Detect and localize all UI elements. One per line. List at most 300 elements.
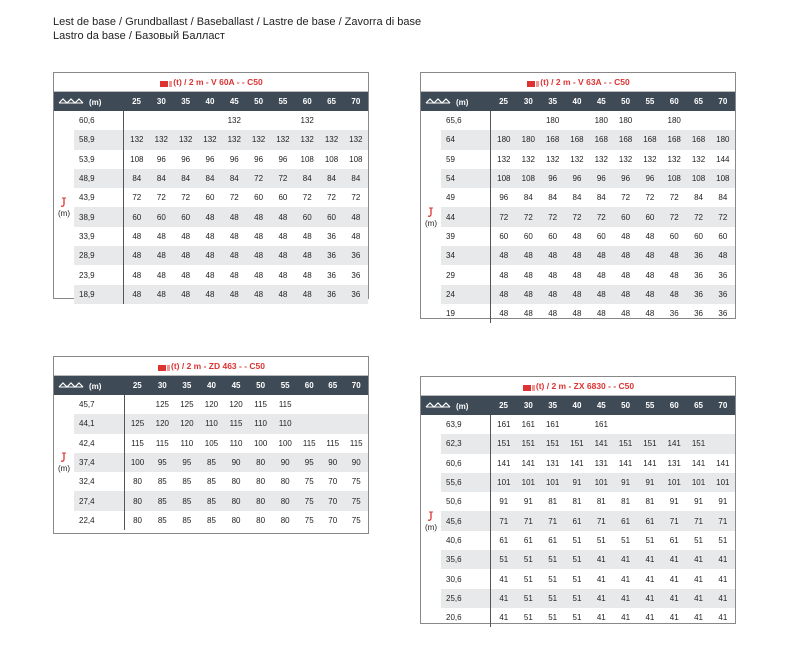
column-header: 70 xyxy=(344,92,368,111)
column-header: 60 xyxy=(662,92,686,111)
table-cell: 51 xyxy=(516,550,540,569)
jib-length-header xyxy=(54,376,125,395)
table-cell: 80 xyxy=(231,515,241,525)
table-cell: 81 xyxy=(572,497,582,507)
table-cell: 60 xyxy=(149,207,173,226)
table-cell: 132 xyxy=(667,154,681,164)
table-cell: 36 xyxy=(711,285,735,304)
table-cell: 84 xyxy=(572,193,582,203)
table-cell: 36 xyxy=(344,285,368,304)
table-cell: 91 xyxy=(638,473,662,492)
table-cell: 132 xyxy=(691,154,706,164)
table-cell: 96 xyxy=(254,154,264,164)
table-cell: 61 xyxy=(499,535,509,545)
jib-unit-label: (m) xyxy=(456,97,469,107)
table-cell: 90 xyxy=(344,453,368,472)
table-row xyxy=(421,227,735,246)
table-cell: 151 xyxy=(686,434,710,453)
table-cell: 96 xyxy=(278,154,288,164)
table-cell: 80 xyxy=(280,477,290,487)
table-cell: 84 xyxy=(295,169,319,188)
table-cell: 180 xyxy=(618,116,633,126)
table-cell xyxy=(711,415,735,434)
table-cell: 41 xyxy=(589,550,613,569)
height-unit-label: (m) xyxy=(58,208,70,218)
table-cell: 84 xyxy=(319,169,343,188)
table-cell: 48 xyxy=(645,231,655,241)
load-chart-table xyxy=(421,396,735,627)
table-cell: 48 xyxy=(124,246,149,265)
table-cell: 48 xyxy=(669,270,679,280)
table-cell: 71 xyxy=(686,511,710,530)
table-cell: 80 xyxy=(231,477,241,487)
table-cell: 48 xyxy=(295,246,319,265)
table-cell: 51 xyxy=(565,589,589,608)
jib-icon xyxy=(425,97,453,105)
table-cell: 108 xyxy=(711,169,735,188)
table-cell: 110 xyxy=(180,438,194,448)
table-cell: 48 xyxy=(516,246,540,265)
header-line-2: Lastro da base / Базовый Балласт xyxy=(53,30,225,42)
table-cell: 180 xyxy=(667,116,681,126)
table-row xyxy=(54,169,368,188)
column-header: 65 xyxy=(319,92,343,111)
table-cell: 80 xyxy=(133,515,142,525)
table-cell: 96 xyxy=(205,154,215,164)
row-label: 45,7 xyxy=(74,395,125,414)
table-cell: 151 xyxy=(491,434,516,453)
table-cell: 36 xyxy=(319,285,343,304)
table-cell: 51 xyxy=(596,535,606,545)
table-cell xyxy=(662,415,686,434)
table-cell: 60 xyxy=(718,231,728,241)
table-row xyxy=(421,285,735,304)
hook-height-icon xyxy=(426,207,436,219)
jib-icon xyxy=(58,381,86,389)
row-label: 20,6 xyxy=(441,608,491,627)
table-cell: 71 xyxy=(662,511,686,530)
table-cell: 85 xyxy=(182,477,192,487)
table-cell: 48 xyxy=(589,246,613,265)
load-chart-table xyxy=(54,92,368,304)
table-cell: 48 xyxy=(344,207,368,226)
table-cell: 48 xyxy=(132,270,142,280)
table-cell: 51 xyxy=(718,535,728,545)
table-cell xyxy=(344,111,368,130)
row-label: 45,6 xyxy=(441,511,491,530)
column-header: 55 xyxy=(638,92,662,111)
table-cell: 48 xyxy=(205,270,215,280)
table-cell: 60 xyxy=(694,231,703,241)
table-row xyxy=(421,608,735,627)
table-cell xyxy=(271,111,295,130)
table-cell: 48 xyxy=(278,231,288,241)
table-cell: 84 xyxy=(548,193,558,203)
row-label: 60,6 xyxy=(74,111,124,130)
table-cell: 48 xyxy=(548,270,558,280)
column-header: 50 xyxy=(246,92,270,111)
table-row xyxy=(421,188,735,207)
table-cell: 141 xyxy=(497,458,511,468)
column-header: 50 xyxy=(613,92,637,111)
table-cell: 48 xyxy=(198,246,222,265)
table-cell: 48 xyxy=(205,231,215,241)
table-cell: 132 xyxy=(319,130,343,149)
table-cell: 48 xyxy=(254,231,264,241)
table-cell: 84 xyxy=(124,169,149,188)
table-cell: 85 xyxy=(199,453,224,472)
table-cell: 36 xyxy=(694,270,703,280)
table-cell: 141 xyxy=(662,434,686,453)
table-cell: 36 xyxy=(669,309,679,319)
table-cell: 108 xyxy=(516,169,540,188)
table-cell: 101 xyxy=(540,473,564,492)
table-cell: 48 xyxy=(572,231,582,241)
height-axis xyxy=(54,111,74,304)
row-label: 32,4 xyxy=(74,472,125,491)
table-cell: 84 xyxy=(523,193,533,203)
table-cell: 51 xyxy=(572,535,582,545)
table-cell: 41 xyxy=(711,550,735,569)
table-cell: 36 xyxy=(344,246,368,265)
jib-unit-label: (m) xyxy=(456,401,469,411)
row-label: 54 xyxy=(441,169,491,188)
row-label: 44,1 xyxy=(74,414,125,433)
row-label: 29 xyxy=(441,265,491,284)
table-row xyxy=(421,207,735,226)
row-label: 58,9 xyxy=(74,130,124,149)
table-cell: 101 xyxy=(491,473,516,492)
jib-unit-label: (m) xyxy=(89,381,102,391)
table-cell: 51 xyxy=(621,535,631,545)
table-row xyxy=(421,169,735,188)
column-header: 45 xyxy=(589,92,613,111)
table-cell: 48 xyxy=(173,246,197,265)
table-row xyxy=(54,434,368,453)
table-row xyxy=(54,511,368,530)
table-cell: 110 xyxy=(229,438,243,448)
table-cell: 91 xyxy=(718,497,728,507)
table-cell: 110 xyxy=(248,414,273,433)
table-cell: 41 xyxy=(613,550,637,569)
table-cell xyxy=(613,415,637,434)
table-cell: 48 xyxy=(132,231,142,241)
table-cell: 48 xyxy=(621,231,631,241)
table-cell: 75 xyxy=(351,515,361,525)
table-cell: 132 xyxy=(497,154,511,164)
table-cell: 168 xyxy=(613,130,637,149)
table-row xyxy=(421,511,735,530)
table-cell: 48 xyxy=(662,285,686,304)
table-cell: 60 xyxy=(548,231,558,241)
table-cell: 48 xyxy=(149,246,173,265)
height-unit-label: (m) xyxy=(425,522,437,532)
row-label: 40,6 xyxy=(441,531,491,550)
table-cell: 48 xyxy=(540,246,564,265)
table-cell: 81 xyxy=(621,497,631,507)
table-cell: 36 xyxy=(351,270,361,280)
table-cell: 84 xyxy=(344,169,368,188)
table-cell: 91 xyxy=(565,473,589,492)
row-label: 27,4 xyxy=(74,491,125,510)
table-cell xyxy=(124,111,149,130)
table-cell: 41 xyxy=(596,613,606,623)
table-cell: 48 xyxy=(271,207,295,226)
table-row xyxy=(421,304,735,323)
column-header: 60 xyxy=(297,376,320,395)
table-cell: 60 xyxy=(638,207,662,226)
table-cell: 60 xyxy=(205,193,215,203)
table-cell: 132 xyxy=(246,130,270,149)
table-row xyxy=(421,150,735,169)
table-cell: 72 xyxy=(302,193,312,203)
column-header: 25 xyxy=(124,92,149,111)
table-cell: 84 xyxy=(596,193,606,203)
table-row xyxy=(421,569,735,588)
table-cell: 80 xyxy=(280,515,290,525)
table-row xyxy=(54,285,368,304)
table-row xyxy=(421,473,735,492)
table-cell: 101 xyxy=(516,473,540,492)
table-cell: 75 xyxy=(297,491,320,510)
table-cell: 48 xyxy=(572,309,582,319)
table-cell: 41 xyxy=(596,574,606,584)
row-label: 37,4 xyxy=(74,453,125,472)
table-cell: 72 xyxy=(327,193,336,203)
table-cell: 168 xyxy=(638,130,662,149)
table-cell: 48 xyxy=(540,285,564,304)
table-cell: 132 xyxy=(570,154,584,164)
table-cell: 41 xyxy=(645,613,655,623)
jib-icon xyxy=(58,97,86,105)
table-row xyxy=(421,130,735,149)
table-cell: 80 xyxy=(248,491,273,510)
table-cell: 151 xyxy=(516,434,540,453)
row-label: 18,9 xyxy=(74,285,124,304)
table-cell: 51 xyxy=(548,574,558,584)
table-cell: 41 xyxy=(686,550,710,569)
table-cell: 96 xyxy=(589,169,613,188)
jib-unit-label: (m) xyxy=(89,97,102,107)
table-cell: 168 xyxy=(565,130,589,149)
load-chart-table xyxy=(421,92,735,323)
table-cell: 41 xyxy=(718,613,728,623)
table-cell: 96 xyxy=(499,193,509,203)
table-title-text: (t) / 2 m - V 63A - - C50 xyxy=(540,77,630,87)
table-cell: 115 xyxy=(131,438,144,448)
table-cell: 151 xyxy=(638,434,662,453)
load-weight-icon xyxy=(522,382,536,392)
table-cell: 48 xyxy=(596,270,606,280)
column-header: 30 xyxy=(149,92,173,111)
row-label: 60,6 xyxy=(441,454,491,473)
column-header: 25 xyxy=(125,376,151,395)
table-cell: 51 xyxy=(516,589,540,608)
table-cell: 48 xyxy=(173,285,197,304)
table-cell: 132 xyxy=(173,130,197,149)
table-cell: 80 xyxy=(256,477,266,487)
table-cell: 71 xyxy=(711,511,735,530)
column-header: 40 xyxy=(198,92,222,111)
table-cell: 96 xyxy=(229,154,239,164)
table-cell: 80 xyxy=(133,477,142,487)
table-cell: 72 xyxy=(540,207,564,226)
table-cell: 41 xyxy=(621,574,631,584)
table-cell: 84 xyxy=(222,169,246,188)
table-cell: 95 xyxy=(175,453,200,472)
column-header: 65 xyxy=(686,92,710,111)
row-label: 24 xyxy=(441,285,491,304)
table-row xyxy=(54,472,368,491)
table-row xyxy=(54,395,368,414)
table-cell: 41 xyxy=(669,613,679,623)
table-cell: 48 xyxy=(302,270,312,280)
load-weight-icon xyxy=(159,78,173,88)
table-cell: 41 xyxy=(491,589,516,608)
table-cell xyxy=(638,415,662,434)
table-cell: 41 xyxy=(694,574,703,584)
table-cell: 48 xyxy=(181,231,191,241)
table-cell: 72 xyxy=(662,207,686,226)
table-cell: 36 xyxy=(718,270,728,280)
table-cell: 80 xyxy=(256,515,266,525)
table-cell: 141 xyxy=(589,434,613,453)
table-cell: 41 xyxy=(645,574,655,584)
table-cell: 96 xyxy=(156,154,166,164)
table-cell: 48 xyxy=(645,309,655,319)
jib-length-header xyxy=(421,396,491,415)
jib-icon xyxy=(425,401,453,409)
table-cell: 36 xyxy=(319,246,343,265)
row-label: 63,9 xyxy=(441,415,491,434)
table-cell: 48 xyxy=(222,207,246,226)
table-cell: 72 xyxy=(351,193,361,203)
table-cell: 41 xyxy=(589,589,613,608)
table-cell: 48 xyxy=(198,207,222,226)
table-cell xyxy=(491,111,516,130)
load-weight-icon xyxy=(157,362,171,372)
table-cell xyxy=(565,111,589,130)
table-cell: 141 xyxy=(521,458,535,468)
table-cell: 51 xyxy=(548,613,558,623)
column-header: 45 xyxy=(222,92,246,111)
table-cell: 168 xyxy=(686,130,710,149)
table-cell: 75 xyxy=(351,477,361,487)
height-unit-label: (m) xyxy=(58,464,70,474)
table-row xyxy=(54,111,368,130)
table-cell: 70 xyxy=(328,515,338,525)
table-cell: 41 xyxy=(662,589,686,608)
table-cell: 51 xyxy=(565,550,589,569)
table-cell: 95 xyxy=(150,453,175,472)
table-cell: 108 xyxy=(662,169,686,188)
table-cell: 84 xyxy=(718,193,728,203)
table-cell: 48 xyxy=(491,246,516,265)
table-cell: 110 xyxy=(199,414,224,433)
table-cell: 84 xyxy=(198,169,222,188)
row-label: 65,6 xyxy=(441,111,491,130)
column-header: 50 xyxy=(613,396,637,415)
table-cell: 85 xyxy=(150,491,175,510)
row-label: 23,9 xyxy=(74,265,124,284)
table-cell: 41 xyxy=(499,613,509,623)
table-cell: 48 xyxy=(638,285,662,304)
table-cell: 132 xyxy=(521,154,535,164)
table-cell: 41 xyxy=(613,589,637,608)
table-cell: 60 xyxy=(523,231,533,241)
table-cell: 72 xyxy=(246,169,270,188)
table-cell: 48 xyxy=(302,231,312,241)
table-cell: 180 xyxy=(594,116,608,126)
table-cell: 85 xyxy=(207,515,216,525)
table-cell: 71 xyxy=(540,511,564,530)
table-cell: 48 xyxy=(198,285,222,304)
table-cell: 168 xyxy=(662,130,686,149)
table-cell xyxy=(198,111,222,130)
table-cell xyxy=(344,395,368,414)
table-cell: 72 xyxy=(686,207,710,226)
table-row xyxy=(54,246,368,265)
table-cell: 115 xyxy=(302,438,316,448)
hook-height-icon xyxy=(59,452,69,464)
table-cell: 100 xyxy=(253,438,268,448)
table-cell: 51 xyxy=(645,535,655,545)
height-unit-label: (m) xyxy=(425,218,437,228)
table-cell: 48 xyxy=(499,309,509,319)
table-cell: 180 xyxy=(545,116,560,126)
table-cell: 132 xyxy=(227,116,241,126)
table-cell: 180 xyxy=(516,130,540,149)
table-cell: 60 xyxy=(295,207,319,226)
table-cell: 108 xyxy=(686,169,710,188)
row-label: 59 xyxy=(441,150,491,169)
table-cell: 101 xyxy=(589,473,613,492)
table-cell: 108 xyxy=(300,154,314,164)
column-header: 40 xyxy=(565,396,589,415)
table-row xyxy=(421,454,735,473)
row-label: 39 xyxy=(441,227,491,246)
table-cell: 41 xyxy=(686,589,710,608)
table-cell: 91 xyxy=(613,473,637,492)
hook-height-icon xyxy=(59,197,69,209)
table-title-text: (t) / 2 m - ZX 6830 - - C50 xyxy=(535,381,635,391)
table-cell: 80 xyxy=(248,453,273,472)
table-cell xyxy=(638,111,662,130)
table-cell: 48 xyxy=(523,309,533,319)
height-axis xyxy=(421,415,441,627)
table-cell: 72 xyxy=(645,193,655,203)
table-cell: 61 xyxy=(548,535,558,545)
table-cell: 95 xyxy=(297,453,320,472)
table-cell: 48 xyxy=(613,285,637,304)
table-cell: 48 xyxy=(572,270,582,280)
column-header: 55 xyxy=(271,92,295,111)
table-cell: 60 xyxy=(669,231,679,241)
table-cell: 71 xyxy=(491,511,516,530)
table-cell: 48 xyxy=(589,285,613,304)
row-label: 22,4 xyxy=(74,511,125,530)
row-label: 62,3 xyxy=(441,434,491,453)
column-header: 35 xyxy=(540,92,564,111)
column-header: 45 xyxy=(589,396,613,415)
table-row xyxy=(54,188,368,207)
hook-height-icon xyxy=(426,511,436,523)
table-cell: 72 xyxy=(621,193,631,203)
table-cell: 48 xyxy=(711,246,735,265)
table-cell xyxy=(321,395,344,414)
table-cell: 141 xyxy=(691,458,706,468)
column-header: 65 xyxy=(686,396,710,415)
